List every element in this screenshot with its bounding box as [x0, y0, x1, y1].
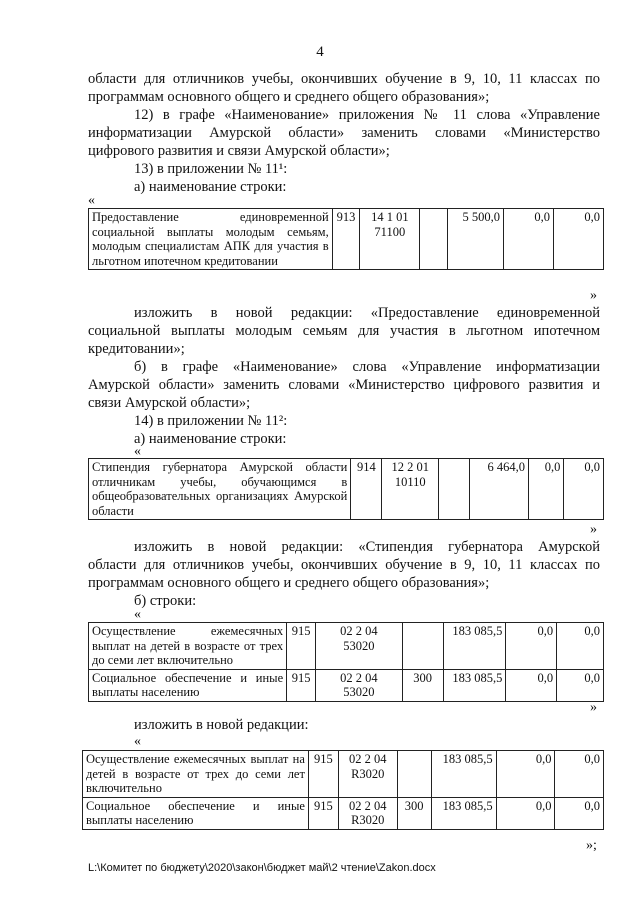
cell-code: 02 2 04 53020 — [316, 623, 403, 670]
cell-sum: 6 464,0 — [470, 459, 529, 520]
cell-name: Стипендия губернатора Амурской области отличникам учебы, обучающимся в общеобразовательных организациях Амурской области — [89, 459, 351, 520]
cell-name: Осуществление ежемесячных выплат на детей в возрасте от трех до семи лет включительно — [83, 751, 309, 798]
cell-value: 0,0 — [496, 751, 555, 798]
cell-value: 0,0 — [557, 623, 604, 670]
cell-name: Предоставление единовременной социальной выплаты молодым семьям, молодым специалистам АПК для участия в льготном ипотечном кредитовании — [89, 209, 333, 270]
text-line: б) в графе «Наименование» слова «Управление информатизации — [134, 359, 600, 375]
text-line: области для отличников учебы, окончивших обучение в 9, 10, 11 классах по — [88, 557, 600, 573]
text-line: Амурской области» заменить словами «Министерство цифрового развития и — [88, 377, 600, 393]
table-rows-old-3 — [88, 622, 604, 702]
quote-open: « — [134, 444, 141, 459]
quote-open: « — [134, 607, 141, 622]
quote-close-final: »; — [586, 838, 597, 853]
text-line: а) наименование строки: — [134, 431, 287, 447]
cell-name: Социальное обеспечение и иные выплаты населению — [83, 797, 309, 829]
text-line: цифрового развития и связи Амурской области»; — [88, 143, 390, 159]
cell-sum: 5 500,0 — [447, 209, 503, 270]
cell-grbs: 915 — [287, 669, 316, 701]
cell-vr: 300 — [397, 797, 431, 829]
text-line: изложить в новой редакции: «Стипендия губернатора Амурской — [134, 539, 600, 555]
cell-code: 02 2 04 R3020 — [338, 797, 397, 829]
cell-vr — [439, 459, 470, 520]
cell-value: 0,0 — [557, 669, 604, 701]
cell-name: Осуществление ежемесячных выплат на детей в возрасте от трех до семи лет включительно — [89, 623, 287, 670]
cell-value: 0,0 — [529, 459, 564, 520]
table-row — [89, 623, 604, 670]
cell-value: 0,0 — [504, 209, 554, 270]
footer-file-path: L:\Комитет по бюджету\2020\закон\бюджет май\2 чтение\Zakon.docx — [88, 862, 436, 874]
cell-value: 0,0 — [553, 209, 603, 270]
cell-sum: 183 085,5 — [431, 751, 496, 798]
cell-code: 12 2 01 10110 — [382, 459, 439, 520]
page-number: 4 — [316, 44, 324, 60]
table-row — [83, 797, 604, 829]
text-line: программам основного общего и среднего общего образования»; — [88, 89, 490, 105]
cell-value: 0,0 — [564, 459, 604, 520]
cell-vr — [402, 623, 443, 670]
table-rows-new-4 — [82, 750, 604, 830]
cell-sum: 183 085,5 — [443, 623, 506, 670]
cell-vr — [397, 751, 431, 798]
cell-grbs: 914 — [351, 459, 382, 520]
table-row — [89, 669, 604, 701]
text-line: изложить в новой редакции: «Предоставление единовременной — [134, 305, 600, 321]
cell-grbs: 915 — [308, 751, 338, 798]
text-line: а) наименование строки: — [134, 179, 287, 195]
text-line: б) строки: — [134, 593, 197, 609]
text-line: кредитовании»; — [88, 341, 185, 357]
cell-code: 14 1 01 71100 — [360, 209, 420, 270]
cell-sum: 183 085,5 — [443, 669, 506, 701]
cell-value: 0,0 — [555, 751, 604, 798]
cell-code: 02 2 04 53020 — [316, 669, 403, 701]
cell-grbs: 913 — [332, 209, 360, 270]
cell-value: 0,0 — [506, 669, 557, 701]
quote-close: » — [590, 700, 597, 715]
quote-close: » — [590, 288, 597, 303]
cell-sum: 183 085,5 — [431, 797, 496, 829]
cell-value: 0,0 — [506, 623, 557, 670]
cell-vr: 300 — [402, 669, 443, 701]
text-line: изложить в новой редакции: — [134, 717, 309, 733]
table-row-old-1 — [88, 208, 604, 270]
cell-value: 0,0 — [496, 797, 555, 829]
cell-name: Социальное обеспечение и иные выплаты населению — [89, 669, 287, 701]
cell-code: 02 2 04 R3020 — [338, 751, 397, 798]
quote-open: « — [88, 193, 95, 208]
text-line: 14) в приложении № 11²: — [134, 413, 288, 429]
cell-value: 0,0 — [555, 797, 604, 829]
text-line: информатизации Амурской области» заменить словами «Министерство — [88, 125, 600, 141]
quote-close: » — [590, 522, 597, 537]
table-row — [83, 751, 604, 798]
cell-grbs: 915 — [287, 623, 316, 670]
text-line: социальной выплаты молодым семьям для участия в льготном ипотечном — [88, 323, 600, 339]
text-line: 13) в приложении № 11¹: — [134, 161, 288, 177]
text-line: связи Амурской области»; — [88, 395, 251, 411]
cell-grbs: 915 — [308, 797, 338, 829]
quote-open: « — [134, 734, 141, 749]
text-line: 12) в графе «Наименование» приложения № 11 слова «Управление — [134, 107, 600, 123]
table-row-old-2 — [88, 458, 604, 520]
text-line: программам основного общего и среднего общего образования»; — [88, 575, 490, 591]
text-line: области для отличников учебы, окончивших обучение в 9, 10, 11 классах по — [88, 71, 600, 87]
cell-vr — [420, 209, 448, 270]
